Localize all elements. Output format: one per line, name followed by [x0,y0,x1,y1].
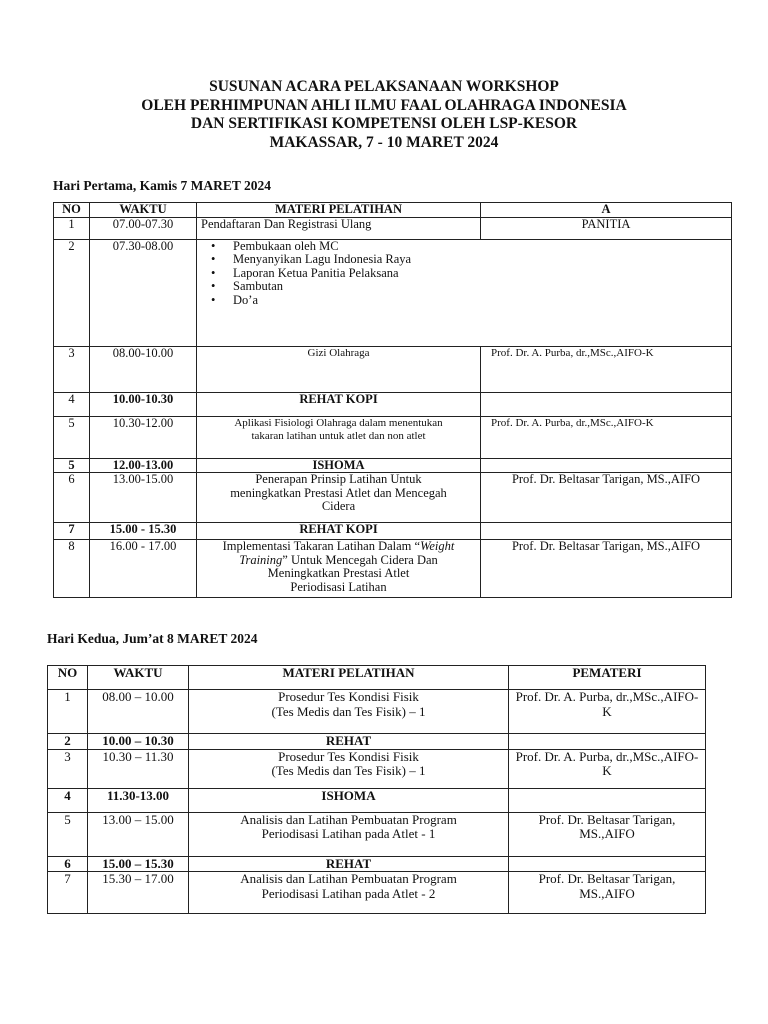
header-pemateri: A [481,203,732,218]
table-row [54,217,732,239]
header-materi: MATERI PELATIHAN [197,203,481,218]
materi-line: takaran latihan untuk atlet dan non atlet [251,429,426,442]
row-waktu: 07.30-08.00 [90,239,197,346]
table-row [54,523,732,540]
materi-line: Prosedur Tes Kondisi Fisik [278,748,419,764]
materi-italic-text: Weight [420,539,455,553]
document-heading [0,78,768,152]
row-no: 7 [48,872,88,914]
table-row [54,416,732,458]
row-waktu: 10.00-10.30 [90,392,197,416]
materi-line: Periodisasi Latihan pada Atlet - 2 [261,885,436,901]
materi-line: Analisis dan Latihan Pembuatan Program [240,871,457,886]
materi-text: ” Untuk Mencegah Cidera Dan [282,552,438,567]
row-materi-list [197,239,732,346]
row-waktu: 15.00 - 15.30 [90,523,197,540]
row-materi: Pendaftaran Dan Registrasi Ulang [197,217,481,239]
materi-line: Prosedur Tes Kondisi Fisik [278,689,419,704]
row-no: 3 [48,749,88,788]
day2-label: Hari Kedua, Jum’at 8 MARET 2024 [47,631,258,646]
row-no: 3 [54,346,90,392]
materi-line [201,540,476,554]
table-row [48,872,706,914]
row-waktu: 12.00-13.00 [90,458,197,473]
row-waktu: 11.30-13.00 [88,788,189,812]
row-materi: REHAT KOPI [197,523,481,540]
row-pemateri: Prof. Dr. A. Purba, dr.,MSc.,AIFO-K [509,690,706,734]
header-pemateri: PEMATERI [509,666,706,690]
row-waktu: 13.00 – 15.00 [88,812,189,856]
list-item: • Menyanyikan Lagu Indonesia Raya [209,253,727,267]
row-pemateri [481,523,732,540]
header-materi: MATERI PELATIHAN [189,666,509,690]
table-row [54,473,732,523]
materi-line: (Tes Medis dan Tes Fisik) – 1 [271,703,426,719]
list-item: • Pembukaan oleh MC [209,240,727,254]
materi-line: Meningkatkan Prestasi Atlet [267,566,410,580]
day1-schedule-table [53,202,732,598]
row-pemateri: Prof. Dr. A. Purba, dr.,MSc.,AIFO-K [509,749,706,788]
table-row [54,458,732,473]
row-pemateri: Prof. Dr. A. Purba, dr.,MSc.,AIFO-K [481,346,732,392]
row-pemateri [509,734,706,750]
row-materi: ISHOMA [189,788,509,812]
materi-line: Penerapan Prinsip Latihan Untuk [255,472,422,486]
row-no: 4 [54,392,90,416]
row-materi [189,690,509,734]
row-no: 6 [48,856,88,872]
row-pemateri: Prof. Dr. Beltasar Tarigan, MS.,AIFO [509,872,706,914]
header-waktu: WAKTU [88,666,189,690]
table-row [48,749,706,788]
materi-line: Analisis dan Latihan Pembuatan Program [240,811,457,827]
row-waktu: 08.00 – 10.00 [88,690,189,734]
row-no: 1 [48,690,88,734]
row-no: 5 [54,458,90,473]
table-row [48,856,706,872]
row-materi: ISHOMA [197,458,481,473]
table-row [54,540,732,598]
list-item: • Laporan Ketua Panitia Pelaksana [209,267,727,281]
heading-line-4: MAKASSAR, 7 - 10 MARET 2024 [269,133,499,151]
row-no: 5 [54,416,90,458]
materi-line: meningkatkan Prestasi Atlet dan Mencegah [230,485,447,500]
materi-line: Cidera [321,499,356,513]
list-item: • Do’a [209,294,727,308]
heading-line-1: SUSUNAN ACARA PELAKSANAAN WORKSHOP [209,78,559,95]
materi-line: Aplikasi Fisiologi Olahraga dalam menentukan [234,416,443,429]
row-pemateri [481,458,732,473]
table-row [48,734,706,750]
row-pemateri: Prof. Dr. A. Purba, dr.,MSc.,AIFO-K [481,416,732,458]
table-header-row [54,203,732,218]
row-waktu: 15.30 – 17.00 [88,872,189,914]
row-waktu: 10.00 – 10.30 [88,734,189,750]
materi-text: Implementasi Takaran Latihan Dalam “ [222,539,421,553]
row-materi [197,473,481,523]
table-row [48,788,706,812]
table-row [54,239,732,346]
heading-line-2: OLEH PERHIMPUNAN AHLI ILMU FAAL OLAHRAGA INDONESIA [141,96,627,114]
table-row [48,690,706,734]
row-waktu: 08.00-10.00 [90,346,197,392]
materi-line [201,554,476,568]
row-materi [189,872,509,914]
row-pemateri: PANITIA [481,217,732,239]
table-row [54,346,732,392]
table-row [48,812,706,856]
row-pemateri [481,392,732,416]
list-item: • Sambutan [209,280,727,294]
row-materi [197,416,481,458]
row-waktu: 07.00-07.30 [90,217,197,239]
materi-line: Periodisasi Latihan pada Atlet - 1 [261,826,436,841]
row-no: 4 [48,788,88,812]
row-no: 5 [48,812,88,856]
row-pemateri: Prof. Dr. Beltasar Tarigan, MS.,AIFO [481,540,732,598]
row-materi: REHAT [189,734,509,750]
row-materi: REHAT [189,856,509,872]
row-no: 8 [54,540,90,598]
row-materi [189,749,509,788]
row-materi [189,812,509,856]
row-no: 6 [54,473,90,523]
row-waktu: 16.00 - 17.00 [90,540,197,598]
row-materi [197,540,481,598]
row-no: 2 [54,239,90,346]
materi-italic-text: Training [239,552,283,567]
row-no: 1 [54,217,90,239]
row-waktu: 13.00-15.00 [90,473,197,523]
row-pemateri [509,856,706,872]
row-waktu: 15.00 – 15.30 [88,856,189,872]
row-waktu: 10.30 – 11.30 [88,749,189,788]
row-pemateri: Prof. Dr. Beltasar Tarigan, MS.,AIFO [509,812,706,856]
row-waktu: 10.30-12.00 [90,416,197,458]
header-waktu: WAKTU [90,203,197,218]
row-materi: REHAT KOPI [197,392,481,416]
header-no: NO [48,666,88,690]
row-no: 2 [48,734,88,750]
row-pemateri [509,788,706,812]
row-no: 7 [54,523,90,540]
row-materi: Gizi Olahraga [197,346,481,392]
header-no: NO [54,203,90,218]
table-header-row [48,666,706,690]
heading-line-3: DAN SERTIFIKASI KOMPETENSI OLEH LSP-KESOR [190,115,578,132]
materi-line: Periodisasi Latihan [290,579,387,594]
day1-label: Hari Pertama, Kamis 7 MARET 2024 [53,178,271,193]
table-row [54,392,732,416]
day2-schedule-table [47,665,706,914]
row-pemateri: Prof. Dr. Beltasar Tarigan, MS.,AIFO [481,473,732,523]
materi-line: (Tes Medis dan Tes Fisik) – 1 [271,763,426,778]
